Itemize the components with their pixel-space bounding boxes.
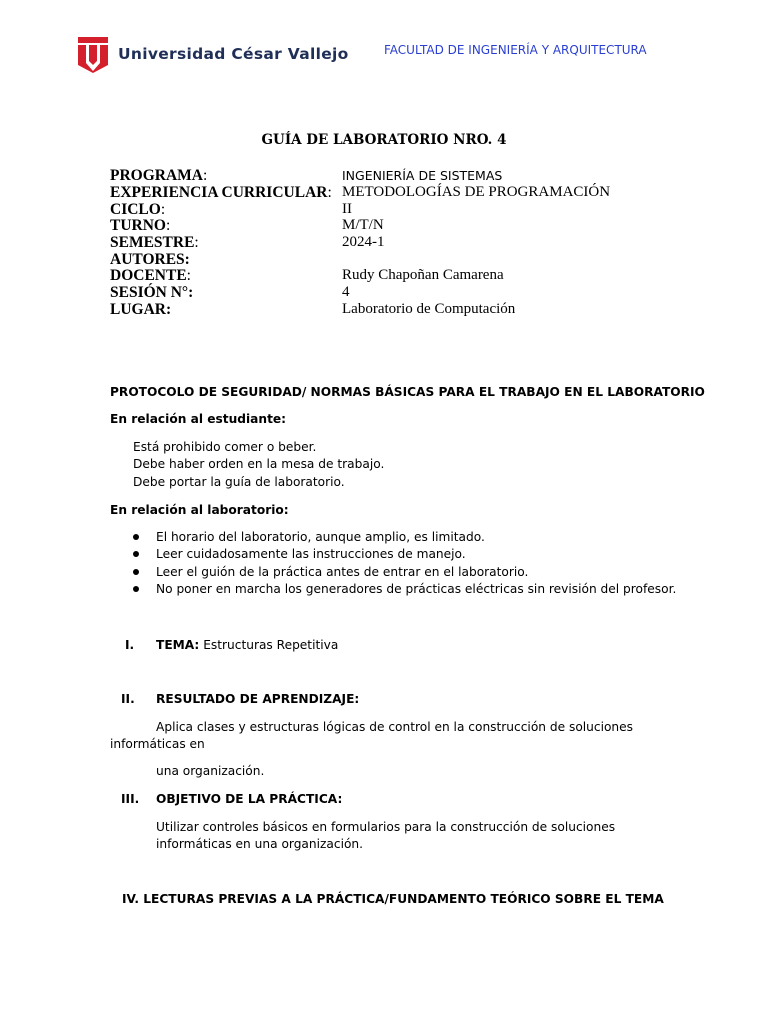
turno-value: M/T/N	[342, 217, 384, 233]
semestre-value: 2024-1	[342, 234, 385, 250]
ciclo-value: II	[342, 201, 352, 217]
lab-item: Leer cuidadosamente las instrucciones de manejo.	[156, 547, 466, 561]
bullet-icon	[133, 551, 139, 557]
lugar-value: Laboratorio de Computación	[342, 301, 516, 317]
bullet-icon	[133, 534, 139, 540]
section-number: I.	[125, 638, 135, 652]
student-item: Debe haber orden en la mesa de trabajo.	[133, 457, 385, 471]
bullet-icon	[133, 569, 139, 575]
ucv-shield-logo-icon	[76, 35, 110, 73]
section-number: II.	[121, 692, 135, 706]
section-tema: TEMA: Estructuras Repetitiva	[156, 638, 339, 652]
tema-value: Estructuras Repetitiva	[203, 638, 339, 652]
resultado-text: una organización.	[156, 764, 265, 778]
objetivo-text: Utilizar controles básicos en formularios para la construcción de soluciones	[156, 820, 616, 834]
section-resultado-heading: RESULTADO DE APRENDIZAJE:	[156, 692, 360, 706]
docente-value: Rudy Chapoñan Camarena	[342, 267, 504, 283]
protocol-heading: PROTOCOLO DE SEGURIDAD/ NORMAS BÁSICAS PARA EL TRABAJO EN EL LABORATORIO	[110, 385, 705, 399]
university-logo	[76, 34, 349, 74]
lab-item: El horario del laboratorio, aunque amplio, es limitado.	[156, 530, 485, 544]
bullet-icon	[133, 586, 139, 592]
section-objetivo-heading: OBJETIVO DE LA PRÁCTICA:	[156, 792, 343, 806]
sesion-value: 4	[342, 284, 350, 300]
objetivo-text: informáticas en una organización.	[156, 837, 364, 851]
document-title: GUÍA DE LABORATORIO NRO. 4	[261, 132, 507, 148]
faculty-name: FACULTAD DE INGENIERÍA Y ARQUITECTURA	[384, 43, 647, 57]
lab-item: No poner en marcha los generadores de prácticas eléctricas sin revisión del profesor.	[156, 582, 677, 596]
section-number: III.	[121, 792, 140, 806]
resultado-text: Aplica clases y estructuras lógicas de control en la construcción de soluciones	[156, 720, 634, 734]
student-heading: En relación al estudiante:	[110, 412, 287, 426]
student-item: Debe portar la guía de laboratorio.	[133, 475, 345, 489]
section-lecturas-heading: IV. LECTURAS PREVIAS A LA PRÁCTICA/FUNDAMENTO TEÓRICO SOBRE EL TEMA	[122, 892, 664, 906]
university-name: Universidad César Vallejo	[118, 45, 349, 63]
lab-heading: En relación al laboratorio:	[110, 503, 289, 517]
experiencia-value: METODOLOGÍAS DE PROGRAMACIÓN	[342, 184, 611, 200]
programa-value: INGENIERÍA DE SISTEMAS	[342, 168, 503, 183]
student-item: Está prohibido comer o beber.	[133, 440, 317, 454]
lab-item: Leer el guión de la práctica antes de entrar en el laboratorio.	[156, 565, 529, 579]
resultado-text: informáticas en	[110, 737, 205, 751]
